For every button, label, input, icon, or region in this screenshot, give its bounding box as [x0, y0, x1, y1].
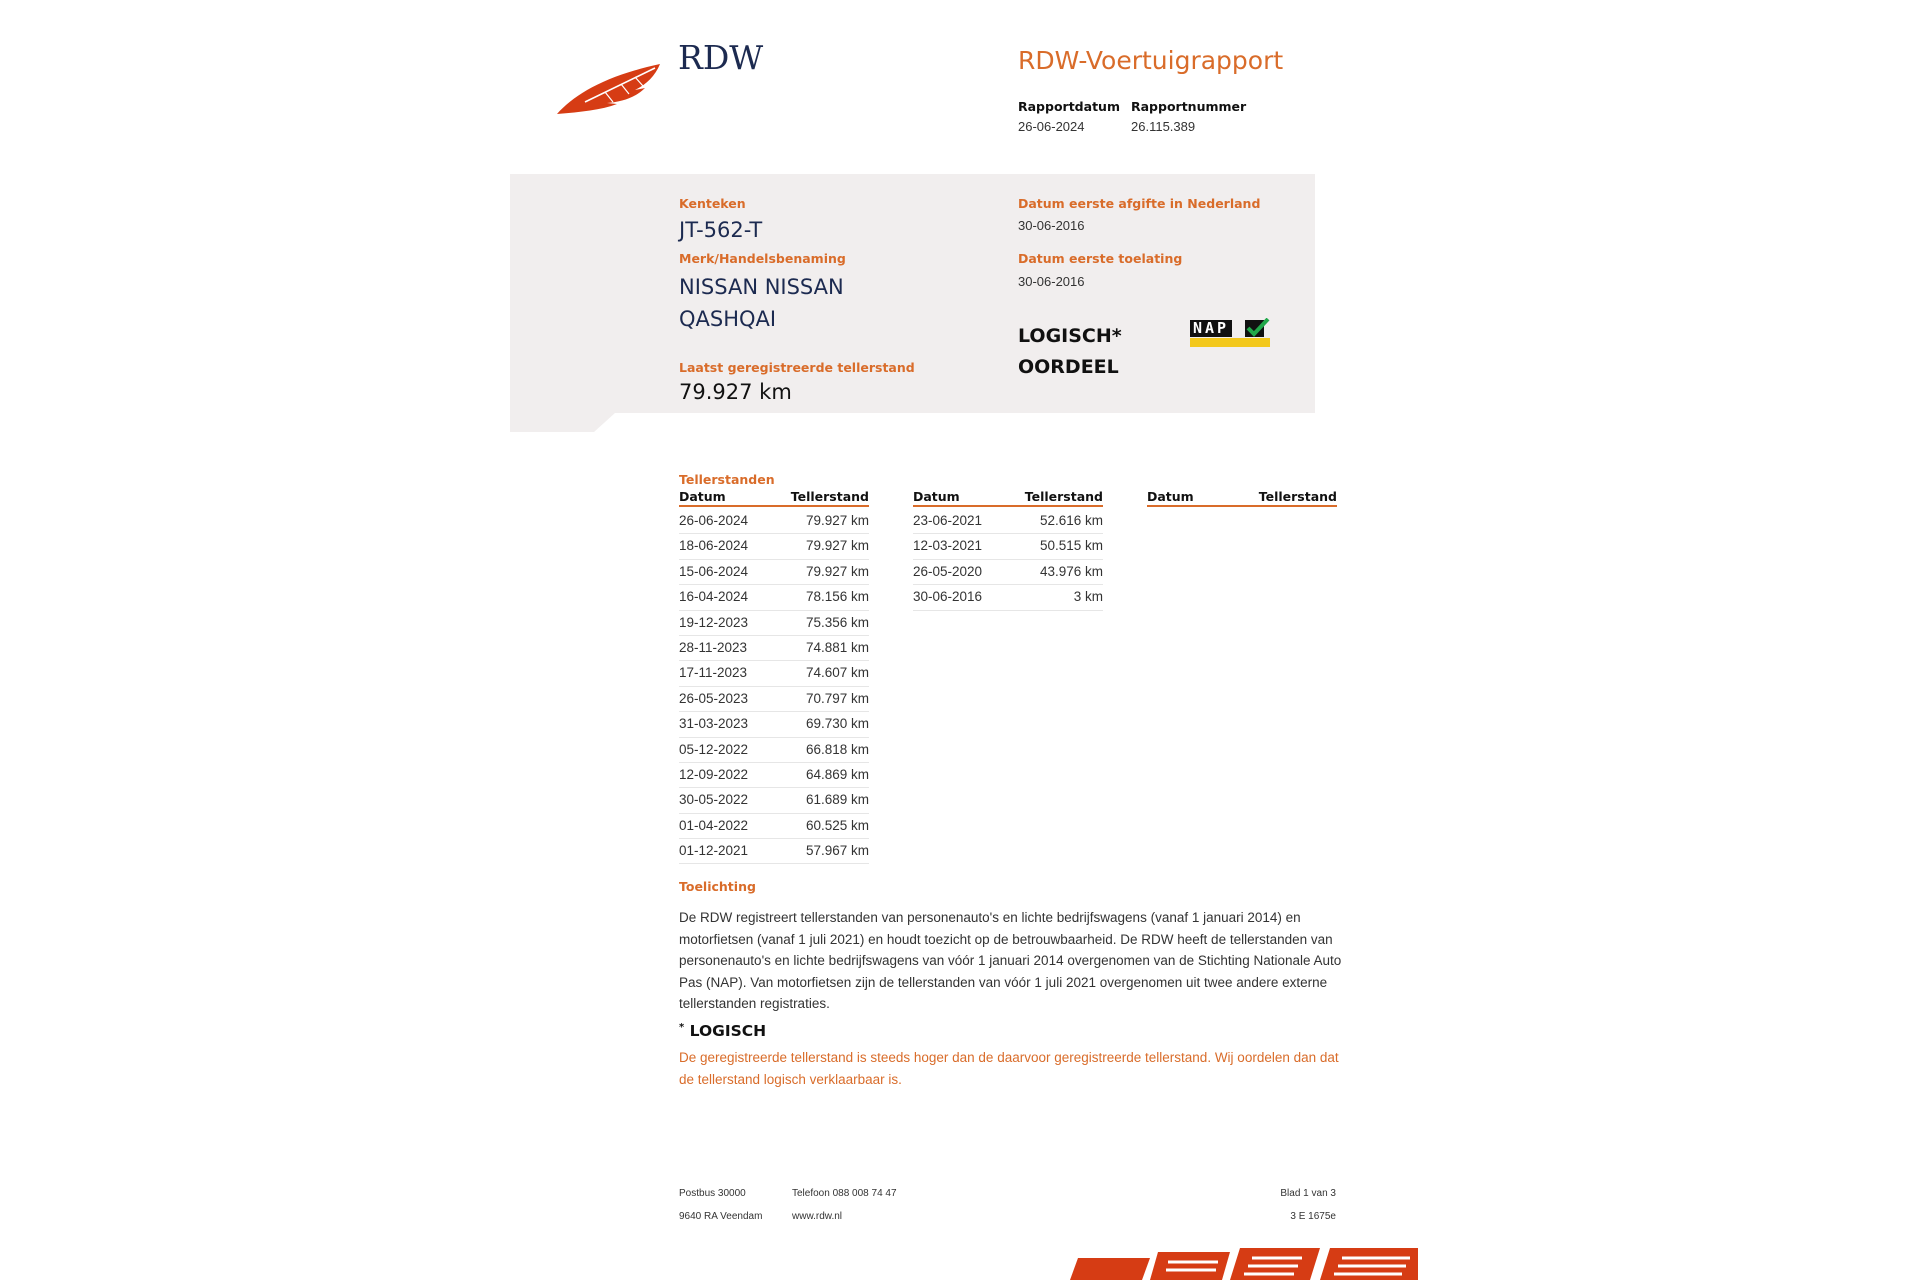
col-datum: Datum — [913, 489, 960, 504]
row-datum: 19-12-2023 — [679, 614, 749, 630]
logisch-heading — [679, 1022, 766, 1040]
row-datum: 28-11-2023 — [679, 639, 748, 655]
table-rows — [913, 509, 1103, 611]
kenteken-value: JT-562-T — [679, 218, 763, 242]
table-row — [679, 738, 869, 763]
col-datum: Datum — [1147, 489, 1194, 504]
footer-address: 9640 RA Veendam — [679, 1211, 763, 1222]
table-row — [913, 509, 1103, 534]
table-row — [679, 814, 869, 839]
report-date-value: 26-06-2024 — [1018, 119, 1085, 134]
report-date-label: Rapportdatum — [1018, 99, 1120, 114]
footer-website[interactable]: www.rdw.nl — [792, 1211, 843, 1222]
table-row — [679, 509, 869, 534]
kenteken-label: Kenteken — [679, 196, 746, 211]
table-row — [913, 560, 1103, 585]
afgifte-value: 30-06-2016 — [1018, 218, 1085, 233]
footer-postbus: Postbus 30000 — [679, 1188, 746, 1199]
merk-value-line1: NISSAN NISSAN — [679, 275, 844, 299]
row-datum: 17-11-2023 — [679, 665, 748, 681]
row-tellerstand: 79.927 km — [805, 538, 869, 554]
row-datum: 26-05-2020 — [913, 563, 983, 579]
row-tellerstand: 66.818 km — [805, 741, 869, 757]
row-tellerstand: 69.730 km — [805, 716, 869, 732]
row-datum: 15-06-2024 — [679, 563, 749, 579]
row-tellerstand: 75.356 km — [805, 614, 869, 630]
row-tellerstand: 78.156 km — [805, 589, 869, 605]
footer-telefoon: Telefoon 088 008 74 47 — [792, 1188, 897, 1199]
tellerstanden-table-2 — [913, 489, 1103, 611]
row-datum: 16-04-2024 — [679, 589, 749, 605]
afgifte-label: Datum eerste afgifte in Nederland — [1018, 196, 1261, 211]
tellerstanden-title: Tellerstanden — [679, 472, 775, 487]
footer-blad: Blad 1 van 3 — [1280, 1188, 1336, 1199]
row-datum: 30-05-2022 — [679, 792, 749, 808]
row-tellerstand: 74.881 km — [805, 639, 869, 655]
row-datum: 26-05-2023 — [679, 690, 749, 706]
table-row — [679, 560, 869, 585]
table-header — [1147, 489, 1337, 507]
merk-value-line2: QASHQAI — [679, 307, 777, 331]
row-tellerstand: 50.515 km — [1039, 538, 1103, 554]
row-tellerstand: 3 km — [1073, 589, 1103, 605]
report-title: RDW-Voertuigrapport — [1018, 46, 1284, 75]
oordeel-line1: LOGISCH* — [1018, 325, 1122, 347]
table-row — [679, 661, 869, 686]
report-number-value: 26.115.389 — [1131, 119, 1196, 134]
check-icon — [1244, 318, 1270, 340]
table-header — [679, 489, 869, 507]
col-tellerstand: Tellerstand — [790, 489, 869, 504]
col-tellerstand: Tellerstand — [1024, 489, 1103, 504]
rdw-brand-name: RDW — [678, 38, 764, 77]
table-row — [679, 534, 869, 559]
row-tellerstand: 57.967 km — [805, 843, 869, 859]
table-row — [913, 585, 1103, 610]
rdw-feather-logo — [555, 58, 665, 116]
table-row — [679, 636, 869, 661]
tellerstand-value: 79.927 km — [679, 380, 792, 404]
row-datum: 30-06-2016 — [913, 589, 983, 605]
row-tellerstand: 43.976 km — [1039, 563, 1103, 579]
table-row — [679, 712, 869, 737]
table-row — [679, 839, 869, 864]
row-tellerstand: 60.525 km — [805, 817, 869, 833]
merk-label: Merk/Handelsbenaming — [679, 251, 846, 266]
row-datum: 26-06-2024 — [679, 513, 749, 528]
table-row — [679, 788, 869, 813]
footer-code: 3 E 1675e — [1290, 1211, 1336, 1222]
logisch-title: LOGISCH — [689, 1022, 767, 1041]
row-datum: 23-06-2021 — [913, 513, 983, 528]
row-datum: 01-12-2021 — [679, 843, 749, 859]
row-datum: 18-06-2024 — [679, 538, 749, 554]
panel-tab-decoration — [510, 413, 615, 432]
table-rows — [679, 509, 869, 864]
row-datum: 01-04-2022 — [679, 817, 749, 833]
toelichting-body: De RDW registreert tellerstanden van personenauto's en lichte bedrijfswagens (vanaf 1 januari 2014) en motorfietsen (vanaf 1 juli 2021) en houdt toezicht op de betrouwbaarheid. De RDW heeft de tellerstanden van personenauto's en lichte bedrijfswagens van vóór 1 januari 2014 overgenomen van de Stichting Nationale Auto Pas (NAP). Van motorfietsen zijn de tellerstanden van vóór 1 juli 2021 overgenomen uit twee andere externe tellerstanden registraties. — [679, 910, 1342, 1011]
tellerstanden-table-1 — [679, 489, 869, 864]
row-tellerstand: 64.869 km — [805, 766, 869, 782]
row-datum: 31-03-2023 — [679, 716, 749, 732]
row-datum: 12-03-2021 — [913, 538, 983, 554]
logisch-asterisk: * — [679, 1022, 685, 1033]
row-tellerstand: 70.797 km — [805, 690, 869, 706]
row-tellerstand: 52.616 km — [1039, 513, 1103, 528]
row-tellerstand: 79.927 km — [805, 563, 869, 579]
table-row — [679, 585, 869, 610]
row-datum: 05-12-2022 — [679, 741, 749, 757]
logisch-body: De geregistreerde tellerstand is steeds hoger dan de daarvoor geregistreerde tellerstand. Wij oordelen dan dat de tellerstand logisch verklaarbaar is. — [679, 1050, 1339, 1087]
table-row — [679, 687, 869, 712]
row-tellerstand: 74.607 km — [805, 665, 869, 681]
col-tellerstand: Tellerstand — [1258, 489, 1337, 504]
nap-logo-text: NAP — [1190, 320, 1232, 337]
footer-stripes-decoration — [1030, 1248, 1418, 1280]
table-row — [913, 534, 1103, 559]
table-header — [913, 489, 1103, 507]
oordeel-line2: OORDEEL — [1018, 356, 1119, 378]
row-tellerstand: 79.927 km — [805, 513, 869, 528]
table-row — [679, 763, 869, 788]
report-number-label: Rapportnummer — [1131, 99, 1247, 114]
tellerstanden-table-3 — [1147, 489, 1337, 509]
nap-logo — [1190, 318, 1270, 346]
table-row — [679, 611, 869, 636]
row-tellerstand: 61.689 km — [805, 792, 869, 808]
toelichting-title: Toelichting — [679, 879, 756, 894]
col-datum: Datum — [679, 489, 726, 504]
toelating-label: Datum eerste toelating — [1018, 251, 1183, 266]
tellerstand-label: Laatst geregistreerde tellerstand — [679, 360, 915, 375]
row-datum: 12-09-2022 — [679, 766, 749, 782]
toelating-value: 30-06-2016 — [1018, 274, 1085, 289]
